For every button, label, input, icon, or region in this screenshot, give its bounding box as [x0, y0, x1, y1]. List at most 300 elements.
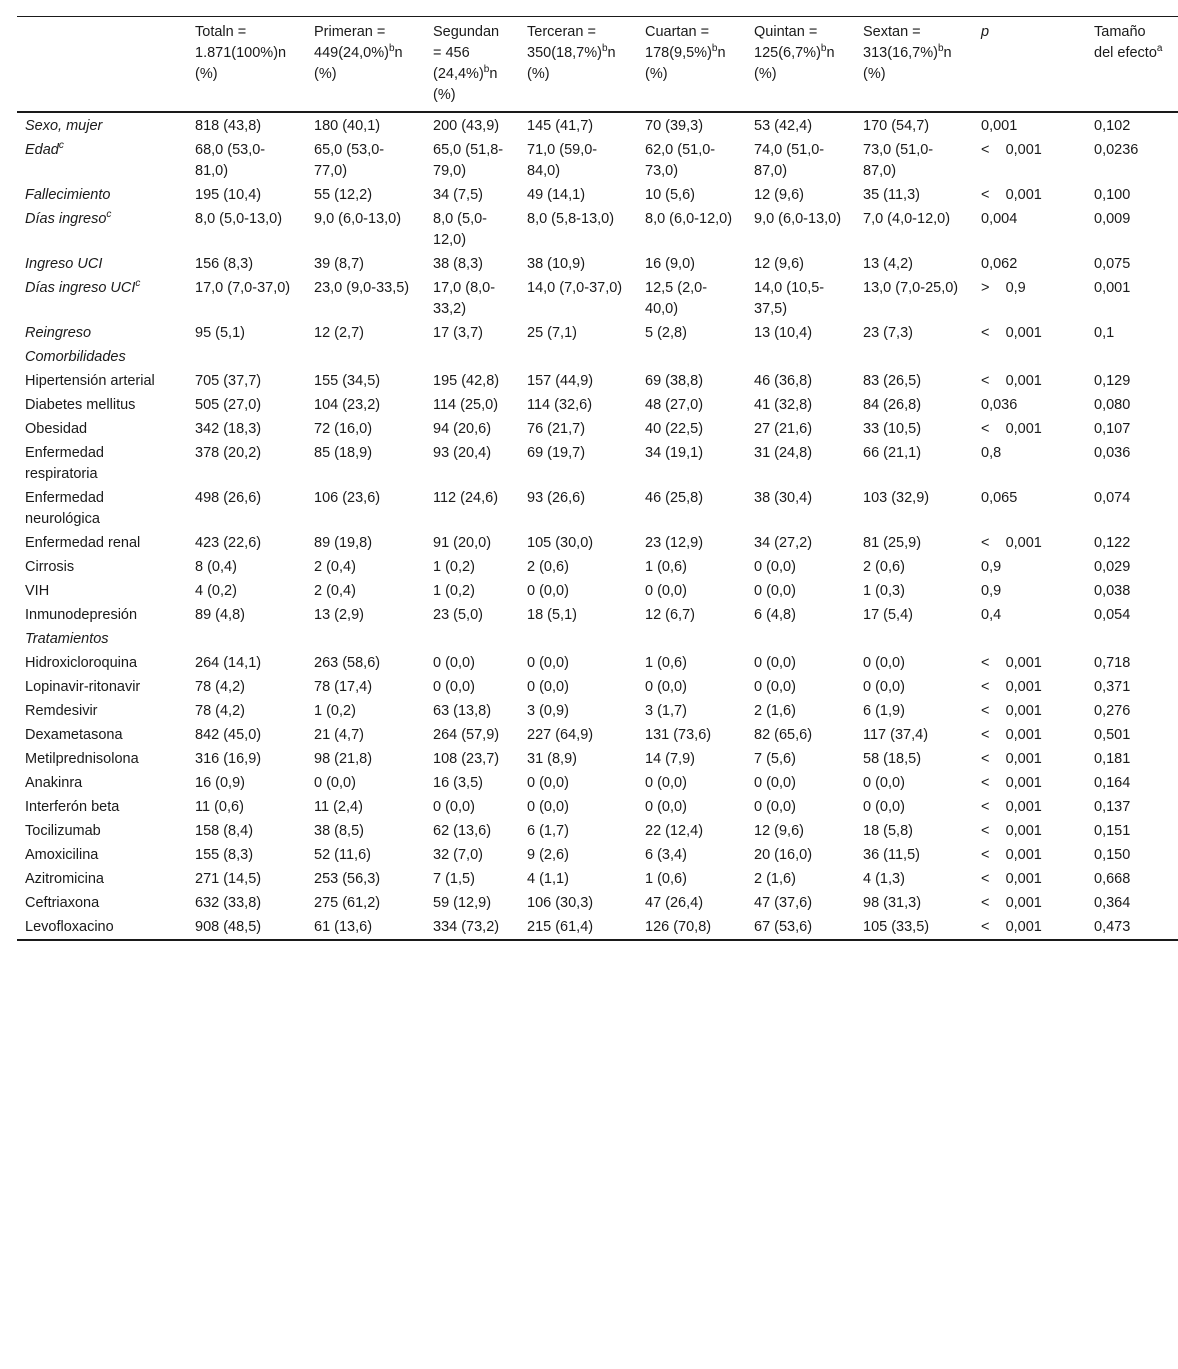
p-value-cell: < 0,001 — [981, 774, 1042, 791]
p-value-cell: 0,036 — [981, 396, 1018, 413]
value-cell: 7,0 (4,0-12,0) — [863, 210, 951, 227]
p-value-cell: > 0,9 — [981, 279, 1026, 296]
value-cell: 112 (24,6) — [433, 489, 499, 506]
row-label: Comorbilidades — [25, 348, 126, 365]
row-label-cell — [17, 651, 187, 675]
column-header-text: Segundan = 456 (24,4%) — [433, 24, 500, 82]
footnote-marker: b — [711, 43, 718, 55]
column-header-5 — [637, 17, 746, 112]
effect-size-cell: 0,0236 — [1094, 141, 1139, 158]
row-label: VIH — [25, 582, 50, 599]
value-cell: 78 (4,2) — [195, 702, 245, 719]
table-row — [17, 345, 1178, 369]
p-value-cell: 0,9 — [981, 582, 1002, 599]
value-cell: 16 (3,5) — [433, 774, 483, 791]
value-cell: 705 (37,7) — [195, 372, 262, 389]
value-cell: 114 (25,0) — [433, 396, 499, 413]
column-header-text: Tamaño del efecto — [1094, 24, 1157, 61]
value-cell: 264 (14,1) — [195, 654, 262, 671]
column-header-0 — [17, 17, 187, 112]
value-cell: 46 (36,8) — [754, 372, 813, 389]
column-header-suffix: n (%) — [314, 45, 403, 82]
effect-size-cell: 0,054 — [1094, 606, 1131, 623]
value-cell — [306, 345, 425, 369]
value-cell: 8,0 (5,0-13,0) — [195, 210, 283, 227]
value-cell: 53 (42,4) — [754, 117, 813, 134]
p-value-cell: < 0,001 — [981, 918, 1042, 935]
footnote-marker: b — [601, 43, 608, 55]
row-label-cell — [17, 795, 187, 819]
value-cell: 32 (7,0) — [433, 846, 483, 863]
row-label: Remdesivir — [25, 702, 98, 719]
value-cell: 20 (16,0) — [754, 846, 813, 863]
column-header-text: Terceran = 350(18,7%) — [527, 24, 602, 61]
value-cell: 106 (23,6) — [314, 489, 381, 506]
value-cell: 34 (27,2) — [754, 534, 813, 551]
value-cell: 16 (9,0) — [645, 255, 695, 272]
table-header — [17, 17, 1178, 112]
value-cell: 6 (4,8) — [754, 606, 796, 623]
value-cell: 34 (7,5) — [433, 186, 483, 203]
table-row — [17, 747, 1178, 771]
row-label-cell — [17, 112, 187, 138]
effect-size-cell: 0,137 — [1094, 798, 1131, 815]
value-cell: 908 (48,5) — [195, 918, 262, 935]
value-cell: 78 (17,4) — [314, 678, 373, 695]
value-cell: 6 (1,7) — [527, 822, 569, 839]
value-cell: 156 (8,3) — [195, 255, 254, 272]
effect-size-cell: 0,668 — [1094, 870, 1131, 887]
effect-size-cell: 0,164 — [1094, 774, 1131, 791]
p-value-cell: < 0,001 — [981, 726, 1042, 743]
row-label: Días ingreso — [25, 210, 107, 227]
table-row — [17, 819, 1178, 843]
value-cell: 105 (30,0) — [527, 534, 594, 551]
value-cell: 264 (57,9) — [433, 726, 500, 743]
value-cell: 3 (0,9) — [527, 702, 569, 719]
value-cell: 0 (0,0) — [754, 678, 796, 695]
row-label: Fallecimiento — [25, 186, 111, 203]
effect-size-cell: 0,122 — [1094, 534, 1131, 551]
row-label: Lopinavir-ritonavir — [25, 678, 141, 695]
value-cell: 1 (0,3) — [863, 582, 905, 599]
value-cell: 227 (64,9) — [527, 726, 594, 743]
row-label-cell — [17, 138, 187, 183]
value-cell — [855, 627, 973, 651]
p-value-cell: < 0,001 — [981, 798, 1042, 815]
value-cell: 145 (41,7) — [527, 117, 594, 134]
row-label: Diabetes mellitus — [25, 396, 136, 413]
value-cell: 23 (12,9) — [645, 534, 704, 551]
value-cell — [746, 345, 855, 369]
value-cell: 33 (10,5) — [863, 420, 922, 437]
table-row — [17, 579, 1178, 603]
table-row — [17, 138, 1178, 183]
effect-size-cell — [1086, 345, 1178, 369]
value-cell: 76 (21,7) — [527, 420, 586, 437]
p-value-cell: < 0,001 — [981, 654, 1042, 671]
column-header-7 — [855, 17, 973, 112]
footnote-marker: b — [483, 64, 490, 76]
value-cell: 74,0 (51,0-87,0) — [754, 141, 825, 179]
value-cell: 2 (0,4) — [314, 582, 356, 599]
value-cell — [425, 627, 519, 651]
value-cell — [425, 345, 519, 369]
row-label: Edad — [25, 141, 59, 158]
row-label: Reingreso — [25, 324, 92, 341]
row-label: Hipertensión arterial — [25, 372, 155, 389]
table-row — [17, 321, 1178, 345]
value-cell: 0 (0,0) — [527, 774, 569, 791]
value-cell: 52 (11,6) — [314, 846, 371, 863]
value-cell — [746, 627, 855, 651]
value-cell: 0 (0,0) — [863, 678, 905, 695]
p-value-cell: 0,065 — [981, 489, 1018, 506]
value-cell: 68,0 (53,0-81,0) — [195, 141, 266, 179]
row-label: Días ingreso UCI — [25, 279, 136, 296]
row-label-cell — [17, 627, 187, 651]
table-row — [17, 252, 1178, 276]
row-label: Inmunodepresión — [25, 606, 138, 623]
effect-size-cell: 0,102 — [1094, 117, 1131, 134]
value-cell: 67 (53,6) — [754, 918, 813, 935]
value-cell: 842 (45,0) — [195, 726, 262, 743]
table-row — [17, 417, 1178, 441]
effect-size-cell: 0,364 — [1094, 894, 1131, 911]
table-row — [17, 112, 1178, 138]
row-label: Ceftriaxona — [25, 894, 100, 911]
p-value-cell: < 0,001 — [981, 372, 1042, 389]
value-cell: 13 (2,9) — [314, 606, 364, 623]
value-cell: 106 (30,3) — [527, 894, 594, 911]
effect-size-cell: 0,151 — [1094, 822, 1131, 839]
footnote-marker: b — [820, 43, 827, 55]
value-cell: 8 (0,4) — [195, 558, 237, 575]
value-cell: 98 (31,3) — [863, 894, 922, 911]
row-label: Interferón beta — [25, 798, 120, 815]
value-cell: 63 (13,8) — [433, 702, 492, 719]
row-label: Cirrosis — [25, 558, 75, 575]
p-value-cell: < 0,001 — [981, 534, 1042, 551]
p-value-cell: < 0,001 — [981, 141, 1042, 158]
p-value-cell: 0,062 — [981, 255, 1018, 272]
value-cell: 27 (21,6) — [754, 420, 813, 437]
row-label-cell — [17, 915, 187, 940]
value-cell: 9,0 (6,0-13,0) — [314, 210, 402, 227]
row-label-cell — [17, 531, 187, 555]
value-cell: 93 (26,6) — [527, 489, 586, 506]
value-cell: 93 (20,4) — [433, 444, 492, 461]
value-cell: 25 (7,1) — [527, 324, 577, 341]
value-cell: 158 (8,4) — [195, 822, 254, 839]
footnote-marker: c — [135, 277, 141, 289]
footnote-marker: c — [106, 208, 112, 220]
value-cell: 108 (23,7) — [433, 750, 500, 767]
effect-size-cell: 0,501 — [1094, 726, 1131, 743]
value-cell: 8,0 (5,0-12,0) — [433, 210, 487, 248]
table-row — [17, 627, 1178, 651]
value-cell: 17,0 (7,0-37,0) — [195, 279, 291, 296]
value-cell: 9,0 (6,0-13,0) — [754, 210, 842, 227]
value-cell: 73,0 (51,0-87,0) — [863, 141, 934, 179]
table-row — [17, 651, 1178, 675]
value-cell: 0 (0,0) — [754, 558, 796, 575]
value-cell: 155 (34,5) — [314, 372, 381, 389]
value-cell: 0 (0,0) — [314, 774, 356, 791]
p-value-cell: < 0,001 — [981, 870, 1042, 887]
footnote-marker: a — [1156, 43, 1163, 55]
value-cell: 0 (0,0) — [527, 654, 569, 671]
value-cell: 1 (0,2) — [314, 702, 356, 719]
p-value-cell: < 0,001 — [981, 324, 1042, 341]
value-cell: 83 (26,5) — [863, 372, 922, 389]
row-label-cell — [17, 699, 187, 723]
value-cell: 34 (19,1) — [645, 444, 704, 461]
row-label-cell — [17, 891, 187, 915]
row-label: Amoxicilina — [25, 846, 99, 863]
value-cell — [637, 627, 746, 651]
value-cell: 505 (27,0) — [195, 396, 262, 413]
value-cell: 16 (0,9) — [195, 774, 245, 791]
value-cell: 39 (8,7) — [314, 255, 364, 272]
value-cell: 105 (33,5) — [863, 918, 930, 935]
value-cell: 62 (13,6) — [433, 822, 492, 839]
value-cell: 10 (5,6) — [645, 186, 695, 203]
value-cell: 104 (23,2) — [314, 396, 381, 413]
value-cell: 114 (32,6) — [527, 396, 593, 413]
value-cell: 18 (5,8) — [863, 822, 913, 839]
table-row — [17, 675, 1178, 699]
table-row — [17, 603, 1178, 627]
effect-size-cell: 0,107 — [1094, 420, 1131, 437]
value-cell: 23 (5,0) — [433, 606, 483, 623]
column-header-suffix: n (%) — [645, 45, 726, 82]
value-cell: 85 (18,9) — [314, 444, 373, 461]
value-cell: 17 (3,7) — [433, 324, 483, 341]
row-label: Tocilizumab — [25, 822, 101, 839]
row-label-cell — [17, 819, 187, 843]
table-row — [17, 441, 1178, 486]
value-cell: 263 (58,6) — [314, 654, 381, 671]
row-label-cell — [17, 252, 187, 276]
value-cell: 0 (0,0) — [863, 654, 905, 671]
value-cell: 170 (54,7) — [863, 117, 930, 134]
header-row — [17, 17, 1178, 112]
value-cell: 22 (12,4) — [645, 822, 704, 839]
value-cell: 275 (61,2) — [314, 894, 381, 911]
row-label: Levofloxacino — [25, 918, 114, 935]
value-cell: 2 (0,6) — [527, 558, 569, 575]
effect-size-cell: 0,036 — [1094, 444, 1131, 461]
p-value-cell: 0,4 — [981, 606, 1002, 623]
effect-size-cell — [1086, 627, 1178, 651]
column-header-suffix: n (%) — [863, 45, 952, 82]
value-cell: 14 (7,9) — [645, 750, 695, 767]
row-label: Enfermedad respiratoria — [25, 444, 104, 482]
value-cell: 195 (10,4) — [195, 186, 262, 203]
p-value-cell: 0,004 — [981, 210, 1018, 227]
value-cell: 94 (20,6) — [433, 420, 492, 437]
value-cell: 69 (19,7) — [527, 444, 586, 461]
row-label-cell — [17, 417, 187, 441]
table-row — [17, 771, 1178, 795]
value-cell: 62,0 (51,0-73,0) — [645, 141, 716, 179]
value-cell: 632 (33,8) — [195, 894, 262, 911]
footnote-marker: b — [388, 43, 395, 55]
row-label-cell — [17, 486, 187, 531]
value-cell: 6 (3,4) — [645, 846, 687, 863]
effect-size-cell: 0,100 — [1094, 186, 1131, 203]
value-cell: 12 (2,7) — [314, 324, 364, 341]
value-cell: 1 (0,6) — [645, 870, 687, 887]
footnote-marker: c — [58, 139, 64, 151]
value-cell: 35 (11,3) — [863, 186, 920, 203]
p-value-cell: 0,8 — [981, 444, 1002, 461]
p-value-cell: < 0,001 — [981, 894, 1042, 911]
p-value-cell: < 0,001 — [981, 186, 1042, 203]
row-label-cell — [17, 723, 187, 747]
column-header-4 — [519, 17, 637, 112]
column-header-suffix: n (%) — [754, 45, 835, 82]
value-cell: 4 (1,3) — [863, 870, 905, 887]
value-cell: 0 (0,0) — [863, 798, 905, 815]
value-cell: 195 (42,8) — [433, 372, 500, 389]
value-cell: 31 (24,8) — [754, 444, 813, 461]
table-row — [17, 795, 1178, 819]
value-cell: 2 (1,6) — [754, 702, 796, 719]
effect-size-cell: 0,001 — [1094, 279, 1131, 296]
p-value-cell: < 0,001 — [981, 420, 1042, 437]
value-cell: 0 (0,0) — [754, 582, 796, 599]
row-label: Ingreso UCI — [25, 255, 103, 272]
value-cell: 0 (0,0) — [754, 774, 796, 791]
value-cell: 46 (25,8) — [645, 489, 704, 506]
row-label-cell — [17, 555, 187, 579]
row-label-cell — [17, 207, 187, 252]
value-cell: 0 (0,0) — [645, 798, 687, 815]
results-table-container — [17, 16, 1178, 941]
value-cell: 89 (19,8) — [314, 534, 373, 551]
effect-size-cell: 0,074 — [1094, 489, 1131, 506]
value-cell: 38 (30,4) — [754, 489, 813, 506]
value-cell: 498 (26,6) — [195, 489, 262, 506]
effect-size-cell: 0,075 — [1094, 255, 1131, 272]
value-cell: 17 (5,4) — [863, 606, 913, 623]
value-cell: 271 (14,5) — [195, 870, 262, 887]
p-value-cell: < 0,001 — [981, 846, 1042, 863]
value-cell: 38 (10,9) — [527, 255, 586, 272]
value-cell: 72 (16,0) — [314, 420, 373, 437]
value-cell: 14,0 (10,5-37,5) — [754, 279, 825, 317]
value-cell: 58 (18,5) — [863, 750, 922, 767]
footnote-marker: b — [937, 43, 944, 55]
row-label-cell — [17, 675, 187, 699]
value-cell: 342 (18,3) — [195, 420, 262, 437]
effect-size-cell: 0,181 — [1094, 750, 1131, 767]
row-label-cell — [17, 867, 187, 891]
value-cell: 23 (7,3) — [863, 324, 913, 341]
value-cell: 1 (0,2) — [433, 558, 475, 575]
effect-size-cell: 0,038 — [1094, 582, 1131, 599]
value-cell: 71,0 (59,0-84,0) — [527, 141, 598, 179]
value-cell: 0 (0,0) — [527, 798, 569, 815]
value-cell — [637, 345, 746, 369]
value-cell: 215 (61,4) — [527, 918, 594, 935]
row-label: Enfermedad renal — [25, 534, 141, 551]
value-cell: 65,0 (53,0-77,0) — [314, 141, 385, 179]
effect-size-cell: 0,150 — [1094, 846, 1131, 863]
value-cell: 0 (0,0) — [433, 654, 475, 671]
value-cell: 334 (73,2) — [433, 918, 500, 935]
value-cell: 65,0 (51,8-79,0) — [433, 141, 504, 179]
row-label: Obesidad — [25, 420, 88, 437]
p-value-cell: < 0,001 — [981, 750, 1042, 767]
value-cell: 23,0 (9,0-33,5) — [314, 279, 410, 296]
p-value-cell: < 0,001 — [981, 702, 1042, 719]
row-label-cell — [17, 369, 187, 393]
column-header-text: p — [981, 24, 990, 40]
value-cell: 2 (1,6) — [754, 870, 796, 887]
value-cell: 7 (1,5) — [433, 870, 475, 887]
value-cell: 0 (0,0) — [754, 654, 796, 671]
value-cell: 131 (73,6) — [645, 726, 712, 743]
value-cell: 89 (4,8) — [195, 606, 245, 623]
value-cell: 47 (37,6) — [754, 894, 813, 911]
effect-size-cell: 0,009 — [1094, 210, 1131, 227]
column-header-text: Quintan = 125(6,7%) — [754, 24, 821, 61]
value-cell — [855, 345, 973, 369]
effect-size-cell: 0,718 — [1094, 654, 1131, 671]
table-row — [17, 183, 1178, 207]
value-cell: 316 (16,9) — [195, 750, 262, 767]
value-cell: 69 (38,8) — [645, 372, 704, 389]
value-cell: 2 (0,4) — [314, 558, 356, 575]
value-cell: 12,5 (2,0-40,0) — [645, 279, 708, 317]
table-row — [17, 891, 1178, 915]
row-label-cell — [17, 393, 187, 417]
value-cell: 7 (5,6) — [754, 750, 796, 767]
row-label-cell — [17, 345, 187, 369]
table-row — [17, 555, 1178, 579]
table-row — [17, 393, 1178, 417]
table-row — [17, 207, 1178, 252]
value-cell: 0 (0,0) — [527, 678, 569, 695]
value-cell: 0 (0,0) — [645, 678, 687, 695]
row-label-cell — [17, 183, 187, 207]
value-cell: 36 (11,5) — [863, 846, 920, 863]
row-label-cell — [17, 843, 187, 867]
column-header-text: Cuartan = 178(9,5%) — [645, 24, 712, 61]
value-cell: 81 (25,9) — [863, 534, 922, 551]
p-value-cell: 0,9 — [981, 558, 1002, 575]
value-cell: 9 (2,6) — [527, 846, 569, 863]
value-cell: 38 (8,3) — [433, 255, 483, 272]
value-cell: 55 (12,2) — [314, 186, 373, 203]
value-cell: 0 (0,0) — [527, 582, 569, 599]
table-row — [17, 867, 1178, 891]
p-value-cell: < 0,001 — [981, 822, 1042, 839]
value-cell: 11 (2,4) — [314, 798, 363, 815]
p-value-cell: < 0,001 — [981, 678, 1042, 695]
value-cell: 13,0 (7,0-25,0) — [863, 279, 959, 296]
value-cell: 0 (0,0) — [433, 678, 475, 695]
table-row — [17, 915, 1178, 940]
value-cell: 3 (1,7) — [645, 702, 687, 719]
value-cell: 117 (37,4) — [863, 726, 929, 743]
value-cell: 103 (32,9) — [863, 489, 930, 506]
value-cell: 157 (44,9) — [527, 372, 594, 389]
value-cell: 200 (43,9) — [433, 117, 500, 134]
